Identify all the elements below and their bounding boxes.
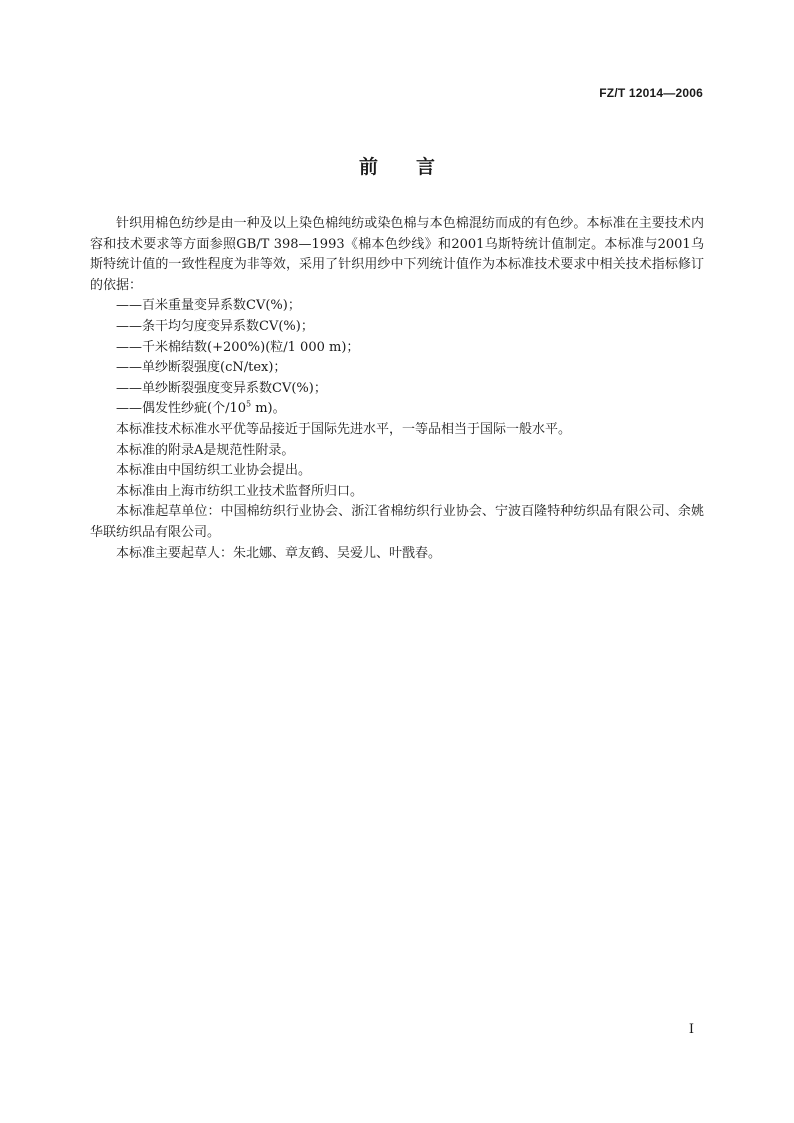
list-item: ——单纱断裂强度变异系数CV(%)； <box>116 380 327 396</box>
paragraph: 本标准技术标准水平优等品接近于国际先进水平，一等品相当于国际一般水平。 <box>116 421 572 437</box>
list-item: ——千米棉结数(+200%)(粒/1 000 m)； <box>116 339 360 355</box>
list-item: ——条干均匀度变异系数CV(%)； <box>116 318 314 334</box>
paragraph: 本标准的附录A是规范性附录。 <box>116 442 295 458</box>
paragraph: 本标准由中国纺织工业协会提出。 <box>116 463 312 479</box>
page-number: I <box>688 1022 694 1037</box>
list-item: ——百米重量变异系数CV(%)； <box>116 298 301 314</box>
paragraph: 本标准主要起草人：朱北娜、章友鹤、吴爱儿、叶戬春。 <box>116 545 442 561</box>
list-item: ——单纱断裂强度(cN/tex)； <box>116 360 287 376</box>
intro-paragraph: 针织用棉色纺纱是由一种及以上染色棉纯纺或染色棉与本色棉混纺而成的有色纱。本标准在主要技术内容和技术要求等方面参照GB/T 398—1993《棉本色纱线》和2001乌斯特统计值制定。本标准与2001乌斯特统计值的一致性程度为非等效，采用了针织用纱中下列统计值作为本标准技术要求中相关技术指标修订的依据： <box>90 216 704 293</box>
paragraph: 本标准起草单位：中国棉纺织行业协会、浙江省棉纺织行业协会、宁波百隆特种纺织品有限公司、余姚华联纺织品有限公司。 <box>90 504 704 540</box>
list-item-text: ——偶发性纱疵(个/10 <box>116 401 246 417</box>
list-item-text-suffix: m)。 <box>251 401 286 417</box>
title-char-1: 前 <box>358 156 378 178</box>
superscript-exponent: 5 <box>246 400 252 410</box>
list-item <box>90 399 704 420</box>
foreword-body <box>90 214 704 564</box>
standard-code: FZ/T 12014—2006 <box>599 86 703 100</box>
paragraph: 本标准由上海市纺织工业技术监督所归口。 <box>116 483 364 499</box>
page-title <box>0 152 794 179</box>
title-char-2: 言 <box>416 156 436 178</box>
